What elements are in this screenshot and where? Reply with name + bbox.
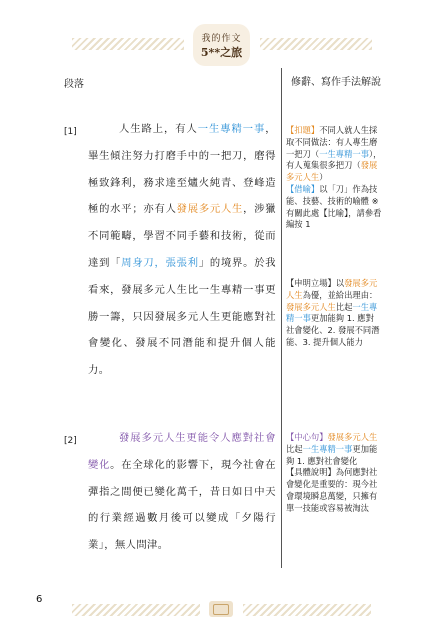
note-segment: 以「刀」作為技能、技藝、技術的喻體 ※有關此處【比喻】，請參看編按 1 <box>286 183 382 230</box>
paragraph-segment: 」的境界。於我看來，發展多元人生比一生專精一事更勝一籌，只因發展多元人生更能應對社會變化、發展不同潛能和提升個人能力。 <box>88 256 276 377</box>
column-header-right: 修辭、寫作手法解說 <box>291 77 381 88</box>
note-segment: 【申明立場】以 <box>286 278 345 288</box>
paragraph-segment: 周身刀，張張利 <box>121 256 199 269</box>
note-segment: 比起 <box>335 301 353 312</box>
column-header-left: 段落 <box>64 79 84 90</box>
paragraph-segment: 人生路上，有人 <box>119 123 198 135</box>
paragraph-number: [1] <box>64 127 77 137</box>
note-segment: 【具體說明】為何應對社會變化是重要的：現今社會環境瞬息萬變，只擁有單一技能或容易被淘汰 <box>286 467 378 513</box>
header-stripe-right <box>260 38 372 50</box>
note-block-1 <box>286 125 382 231</box>
paragraph-segment: 。在全球化的影響下，現今社會在彈指之間便已變化萬千，昔日如日中天的行業經過數月後可以變成「夕陽行業」，無人問津。 <box>88 458 276 552</box>
note-block-3 <box>286 432 382 515</box>
footer-book-icon <box>209 601 233 617</box>
header-top-text: 我的作文 <box>201 33 242 44</box>
paragraph-segment: 發展多元人生更能令人應對社會變化 <box>88 432 276 471</box>
note-segment: 一生專精一事 <box>319 148 369 159</box>
footer-stripe-left <box>72 604 200 616</box>
note-segment: ），有人蒐集很多把刀（ <box>286 148 382 171</box>
header-bottom-text: 5**之旅 <box>200 45 243 59</box>
paragraph-segment: 一生專精一事 <box>197 123 266 135</box>
paragraph-segment: ，涉獵不同範疇，學習不同手藝和技術，從而達到「 <box>88 203 276 269</box>
header-badge <box>193 24 250 66</box>
paragraph-1 <box>88 116 276 384</box>
note-segment: 不同人就人生採取不同做法：有人專生磨一把刀（ <box>286 125 378 159</box>
footer-book-icon-inner <box>213 604 229 615</box>
note-segment: 一生專精一事 <box>286 301 378 324</box>
paragraph-number: [2] <box>64 436 77 446</box>
note-segment: 更加能夠 1. 應對社會變化 <box>286 443 378 466</box>
note-segment: 【中心句】 <box>286 432 328 442</box>
note-segment: 發展多元人生 <box>286 278 378 300</box>
paragraph-segment: ，畢生傾注努力打磨手中的一把刀，磨得極致鋒利，務求達至爐火純青、登峰造極的水平；亦有人 <box>88 123 276 216</box>
page-number: 6 <box>36 594 43 605</box>
footer-stripe-right <box>243 604 371 616</box>
note-segment: 發展多元人生 <box>286 160 378 183</box>
paragraph-2 <box>88 425 276 559</box>
note-segment: 為優，並給出理由： <box>302 289 378 300</box>
header-stripe-left <box>72 38 184 50</box>
note-segment: 發展多元人生 <box>327 432 378 442</box>
note-segment: 【借喻】 <box>286 183 320 194</box>
note-block-2 <box>286 278 382 349</box>
note-segment: 更加能夠 1. 應對社會變化、2. 發展不同潛能、3. 提升個人能力 <box>286 313 380 347</box>
note-segment: 一生專精一事 <box>302 443 353 454</box>
note-segment: 發展多元人生 <box>286 301 336 312</box>
note-segment: ） <box>319 172 328 183</box>
note-segment: 【扣題】 <box>286 125 320 135</box>
note-segment: 比起 <box>286 443 303 454</box>
paragraph-segment: 發展多元人生 <box>176 203 244 216</box>
column-divider <box>281 68 282 568</box>
